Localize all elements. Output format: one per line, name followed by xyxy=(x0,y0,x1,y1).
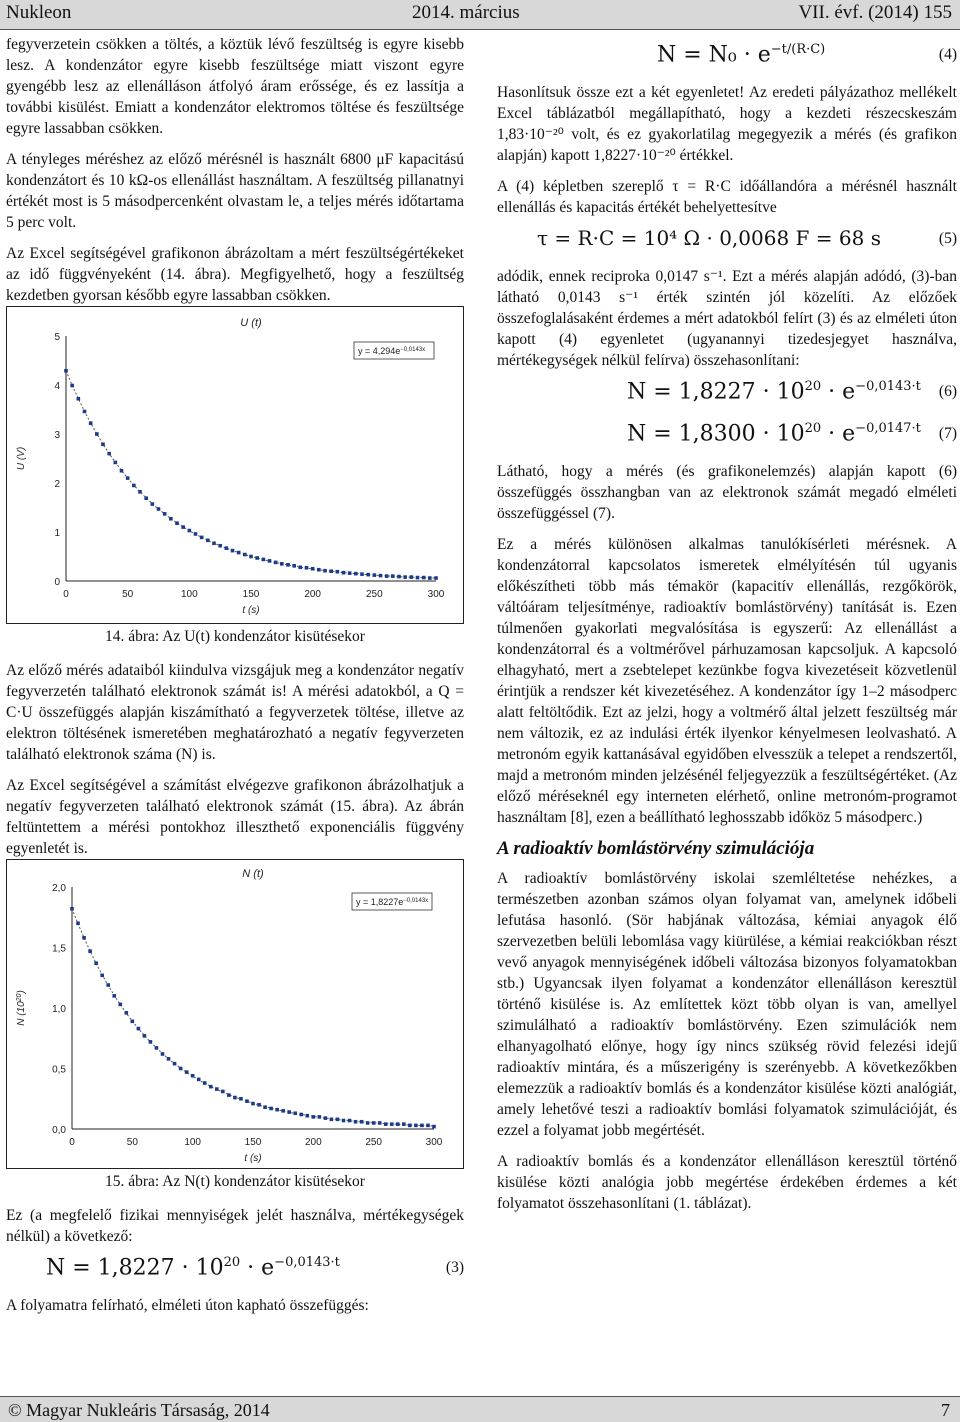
data-point xyxy=(206,539,210,543)
paragraph: A (4) képletben szereplő τ = R·C időállandóra a mérésnél használt ellenállás és kapacitás értékét behelyettesítve xyxy=(497,178,957,216)
data-point xyxy=(360,572,364,576)
data-point xyxy=(125,1011,129,1015)
trendline-equation: $y = 4,294e^{-0,0143x}$ xyxy=(358,346,426,356)
data-point xyxy=(299,565,303,569)
equation-number: (7) xyxy=(938,425,957,442)
equation-number: (6) xyxy=(938,383,957,400)
data-point xyxy=(243,553,247,557)
data-point xyxy=(342,1119,346,1123)
data-point xyxy=(318,1115,322,1119)
paragraph: A folyamatra felírható, elméleti úton kapható összefüggés: xyxy=(6,1297,369,1314)
data-point xyxy=(191,1074,195,1078)
data-point xyxy=(251,1102,255,1106)
y-tick-label: 2 xyxy=(54,479,60,490)
data-point xyxy=(88,949,92,953)
y-tick-label: 4 xyxy=(54,381,60,392)
data-point xyxy=(329,569,333,573)
data-point xyxy=(408,1124,412,1128)
y-tick-label: 0,5 xyxy=(52,1064,66,1076)
left-column xyxy=(6,34,464,1316)
data-point xyxy=(281,1109,285,1113)
paragraph: A tényleges méréshez az előző mérésnél is használt 6800 μF kapacitású kondenzátort és 10 kΩ-os ellenállást használtam. A feszültség pillanatnyi értékét most is 5 másodpercenként olvastam le, a teljes mérés időtartama 5 perc volt. xyxy=(6,151,464,231)
data-point xyxy=(181,525,185,529)
data-point xyxy=(161,1052,165,1056)
data-point xyxy=(239,1097,243,1101)
data-point xyxy=(366,1121,370,1125)
x-tick-label: 200 xyxy=(304,589,322,600)
equation-body: τ = R·C = 10⁴ Ω · 0,0068 F = 68 s xyxy=(537,226,881,250)
data-point xyxy=(83,410,87,414)
x-tick-label: 250 xyxy=(365,1137,383,1148)
data-point xyxy=(269,1107,273,1111)
data-point xyxy=(203,1081,207,1085)
x-tick-label: 50 xyxy=(126,1137,138,1148)
data-point xyxy=(348,1119,352,1123)
copyright: © Magyar Nukleáris Társaság, 2014 xyxy=(8,1400,270,1420)
page-number: 7 xyxy=(941,1400,950,1420)
data-point xyxy=(82,936,86,940)
data-point xyxy=(366,573,370,577)
data-point xyxy=(151,502,155,506)
paragraph: fegyverzetein csökken a töltés, a köztük lévő feszültség is egyre kisebb lesz. A kondenzátor egyre kisebb feszültsége miatt viszont egyre gyengébb lesz az ellenálláson átfolyó áram erőssége, és ez lassítja a további kisülést. Emiatt a kondenzátor elektromos töltése és feszültsége egyre lassabban csökken. xyxy=(6,36,464,137)
data-point xyxy=(379,574,383,578)
data-point xyxy=(212,541,216,545)
data-point xyxy=(317,568,321,572)
data-point xyxy=(324,1116,328,1120)
data-point xyxy=(396,1122,400,1126)
equation-body: $N = N_0 \cdot e^{-t/(R\cdot C)}$ xyxy=(657,42,826,68)
data-point xyxy=(112,994,116,998)
data-point xyxy=(311,567,315,571)
x-tick-label: 100 xyxy=(184,1137,202,1148)
x-tick-label: 250 xyxy=(365,589,383,600)
y-tick-label: 0 xyxy=(54,577,60,588)
x-tick-label: 100 xyxy=(180,589,198,600)
data-point xyxy=(354,572,358,576)
data-point xyxy=(175,521,179,525)
equation-number: (5) xyxy=(938,230,957,247)
figure-caption: 14. ábra: Az U(t) kondenzátor kisütésekor xyxy=(105,628,365,645)
paragraph: A radioaktív bomlás és a kondenzátor ellenálláson keresztül történő kisülése közti analógia jobb megértése érdekében érdemes a két folyamatot összehasonlítani (1. táblázat). xyxy=(497,1153,957,1212)
data-point xyxy=(268,559,272,563)
data-point xyxy=(434,576,438,580)
data-point xyxy=(169,517,173,521)
data-point xyxy=(305,566,309,570)
data-point xyxy=(403,575,407,579)
equation-4 xyxy=(497,40,957,74)
equation-number: (3) xyxy=(445,1259,464,1276)
paragraph: Az Excel segítségével a számítást elvégezve grafikonon ábrázolhatjuk a negatív fegyverzeten található elektronok számát (15. ábra). Az ábrán feltüntettem a mérési pontokhoz illeszthető exponenciális függvény egyenletét is. xyxy=(6,777,464,857)
data-point xyxy=(286,563,290,567)
equation-7 xyxy=(497,419,957,453)
data-point xyxy=(197,1078,201,1082)
data-point xyxy=(76,922,80,926)
chart-title: N (t) xyxy=(242,868,264,880)
data-point xyxy=(101,442,105,446)
data-point xyxy=(209,1085,213,1089)
page-header xyxy=(0,0,960,30)
data-point xyxy=(245,1099,249,1103)
y-axis-label: U (V) xyxy=(16,446,27,471)
journal-name: Nukleon xyxy=(6,2,72,23)
data-point xyxy=(378,1121,382,1125)
data-point xyxy=(402,1122,406,1126)
data-point xyxy=(397,575,401,579)
data-point xyxy=(280,562,284,566)
equation-body: $N = 1,8300 \cdot 10^{20} \cdot e^{-0,0147\cdot t}$ xyxy=(627,421,921,447)
data-point xyxy=(231,549,235,553)
data-point xyxy=(233,1096,237,1100)
data-point xyxy=(95,432,99,436)
data-point xyxy=(391,574,395,578)
voltage-chart xyxy=(6,306,464,624)
data-point xyxy=(114,461,118,465)
right-column xyxy=(497,34,957,1214)
data-point xyxy=(194,532,198,536)
data-point xyxy=(138,490,142,494)
equation-5 xyxy=(497,224,957,258)
data-point xyxy=(372,1121,376,1125)
data-point xyxy=(422,576,426,580)
data-point xyxy=(342,571,346,575)
figure-caption: 15. ábra: Az N(t) kondenzátor kisütésekor xyxy=(105,1173,365,1190)
y-axis-label: N $(10^{20})$ xyxy=(15,990,27,1026)
data-point xyxy=(215,1087,219,1091)
data-point xyxy=(107,452,111,456)
data-point xyxy=(299,1113,303,1117)
data-point xyxy=(77,397,81,401)
paragraph: adódik, ennek reciproka 0,0147 s⁻¹. Ezt a mérés alapján adódó, (3)-ban látható 0,0143 s⁻¹ érték szintén jól közelíti. Az előzőek összefoglalásaként érdemes a mért adatokból felírt (3) és az elméleti úton kapott (4) egyenletet (ugyanannyi tizedesjegyet használva, mértékegységek nélkül felírva) összehasonlítani: xyxy=(497,268,957,369)
y-tick-label: 1,0 xyxy=(52,1004,66,1015)
data-point xyxy=(262,558,266,562)
data-point xyxy=(149,1040,153,1044)
data-point xyxy=(287,1110,291,1114)
data-point xyxy=(428,576,432,580)
paragraph: Hasonlítsuk össze ezt a két egyenletet! Az eredeti pályázathoz mellékelt Excel táblázatból megállapítható, hogy a kezdeti részecskeszám 1,83·10⁻²⁰ volt, és ez gyakorlatilag megegyezik a mérés (és grafikon alapján) kapott 1,8227·10⁻²⁰ értékkel. xyxy=(497,84,957,164)
y-tick-label: 5 xyxy=(54,332,60,343)
section-heading: A radioaktív bomlástörvény szimulációja xyxy=(497,838,815,859)
data-point xyxy=(420,1124,424,1128)
data-point xyxy=(255,556,259,560)
x-axis-label: t (s) xyxy=(244,1153,262,1164)
data-point xyxy=(155,1046,159,1050)
y-tick-label: 1 xyxy=(54,528,60,539)
equation-body: $N = 1,8227 \cdot 10^{20} \cdot e^{-0,0143\cdot t}$ xyxy=(627,379,921,405)
data-point xyxy=(89,421,93,425)
data-point xyxy=(426,1124,430,1128)
data-point xyxy=(292,564,296,568)
volume-info: VII. évf. (2014) 155 xyxy=(798,2,952,23)
trendline-equation: $y = 1,8227e^{-0,0143x}$ xyxy=(356,897,429,907)
x-tick-label: 300 xyxy=(425,1137,443,1148)
data-point xyxy=(100,974,104,978)
data-point xyxy=(293,1111,297,1115)
data-point xyxy=(373,573,377,577)
data-point xyxy=(390,1122,394,1126)
data-point xyxy=(94,961,98,965)
paragraph: A radioaktív bomlástörvény iskolai szemléltetése nehézkes, a természetben azonban számos olyan folyamat van, amelynek időbeli lefutása hasonló. (Sör habjának változása, kémiai anyagok élő szervezetben belüli lebomlása vagy kiürülése, a kémiai reakciókban részt vevő anyagok mennyiségének időbeli változása bizonyos folyamatokban stb.) Ugyancsak ilyen folyamat a kondenzátor ellenálláson keresztül történő kisülése is. Az említettek közt több olyan is van, amellyel szimulálható a radioaktív bomlástörvény. Ezen szimulációk nem elhanyagolható előnye, hogy így nincs szükség rövid felezési idejű radioaktív mintára, és a műszerigény is szerényebb. A következőkben elemezzük a radioaktív bomlás és a kondenzátor kisülése közti analógiát, amely lehetővé teszi a radioaktív bomlási folyamatok szimulációját, és ezzel a folyamat jobb megértését. xyxy=(497,870,957,1139)
y-tick-label: 2,0 xyxy=(52,883,66,894)
data-point xyxy=(64,369,68,373)
data-point xyxy=(263,1105,267,1109)
x-tick-label: 0 xyxy=(63,589,69,600)
data-point xyxy=(218,544,222,548)
data-point xyxy=(225,546,229,550)
y-tick-label: 1,5 xyxy=(52,943,66,955)
data-point xyxy=(416,576,420,580)
data-point xyxy=(143,1034,147,1038)
data-point xyxy=(323,569,327,573)
data-point xyxy=(249,555,253,559)
equation-number: (4) xyxy=(938,46,957,63)
data-point xyxy=(306,1114,310,1118)
y-tick-label: 0,0 xyxy=(52,1125,66,1136)
chart-title: U (t) xyxy=(240,317,262,329)
data-point xyxy=(336,570,340,574)
x-tick-label: 300 xyxy=(427,589,445,600)
data-point xyxy=(257,1103,261,1107)
data-point xyxy=(106,983,110,987)
data-point xyxy=(410,575,414,579)
x-axis-label: t (s) xyxy=(242,605,260,616)
data-point xyxy=(221,1090,225,1094)
electron-count-chart xyxy=(6,859,464,1169)
data-point xyxy=(132,484,136,488)
data-point xyxy=(275,1108,279,1112)
data-point xyxy=(385,574,389,578)
data-point xyxy=(131,1020,135,1024)
page-footer xyxy=(0,1396,960,1422)
data-point xyxy=(126,476,130,480)
x-tick-label: 0 xyxy=(69,1137,75,1148)
data-point xyxy=(414,1124,418,1128)
data-point xyxy=(354,1120,358,1124)
data-point xyxy=(70,907,74,911)
data-point xyxy=(179,1067,183,1071)
y-tick-label: 3 xyxy=(54,430,60,441)
data-point xyxy=(70,384,74,388)
x-tick-label: 150 xyxy=(244,1137,262,1148)
data-point xyxy=(137,1027,141,1031)
paragraph: Az előző mérés adataiból kiindulva vizsgájuk meg a kondenzátor negatív fegyverzetén található elektronok számát is! A mérési adatokból, a Q = C·U összefüggés alapján kiszámítható a fegyverzetek töltése, illetve az elektron töltésének ismeretében meghatározható a negatív fegyverzeten található elektronok száma (N) is. xyxy=(6,662,464,763)
data-point xyxy=(312,1115,316,1119)
paragraph: Ez (a megfelelő fizikai mennyiségek jelét használva, mértékegységek nélkül) a következő: xyxy=(6,1207,464,1245)
data-point xyxy=(227,1093,231,1097)
issue-date: 2014. március xyxy=(412,2,520,23)
paragraph: Ez a mérés különösen alkalmas tanulókísérleti mérésnek. A kondenzátorral kapcsolatos ismeretek elmélyítésén túl ugyanis előkészítheti több más témakör (kapacitív ellenállás, rezgőkörök, váltóáram teljesítménye, radioaktív bomlástörvény) tanítását is. Ezen túlmenően gyakorlati megvalósítása is egyszerű: Az ellenállást a kondenzátorral és a voltmérővel párhuzamosan kapcsoljuk. A kapcsoló elhagyható, mert a zsebtelepet kezünkbe fogva kivezetéseit közvetlenül érintjük a rendszer két kivezetéséhez. A kondenzátor így 1–2 másodperc alatt feltöltődik. Ezt az jelzi, hogy a voltmérő által jelzett feszültség már nem változik, ez az indulási érték ilyenkor kényelmesen leolvasható. A metronóm egyik kattanásával egyidőben elvesszük a telepet a rendszertől, majd a metronóm minden jelzésénél feljegyezzük a feszültségértéket. (Az előző méréseknél egy interneten elérhető, online metronóm-programot használtam [8], ezen a beállítható leghosszabb időköz 5 másodperc.) xyxy=(497,536,957,826)
paragraph: Látható, hogy a mérés (és grafikonelemzés) alapján kapott (6) összefüggés összhangban van az elektronok számát megadó elméleti összefüggéssel (7). xyxy=(497,463,957,522)
data-point xyxy=(144,496,148,500)
equation-body: $N = 1,8227 \cdot 10^{20} \cdot e^{-0,0143\cdot t}$ xyxy=(46,1255,340,1281)
data-point xyxy=(274,561,278,565)
data-point xyxy=(432,1125,436,1129)
data-point xyxy=(200,536,204,540)
equation-6 xyxy=(497,377,957,411)
data-point xyxy=(185,1070,189,1074)
data-point xyxy=(188,529,192,533)
data-point xyxy=(120,469,124,473)
data-point xyxy=(237,551,241,555)
x-tick-label: 150 xyxy=(242,589,260,600)
data-point xyxy=(336,1118,340,1122)
x-tick-label: 50 xyxy=(122,589,134,600)
data-point xyxy=(173,1062,177,1066)
x-tick-label: 200 xyxy=(304,1137,322,1148)
data-point xyxy=(167,1057,171,1061)
data-point xyxy=(163,512,167,516)
equation-3 xyxy=(6,1253,464,1287)
data-point xyxy=(118,1003,122,1007)
data-point xyxy=(360,1120,364,1124)
data-point xyxy=(330,1118,334,1122)
paragraph: Az Excel segítségével grafikonon ábrázoltam a mért feszültségértékeket az idő függvényeként (14. ábra). Megfigyelhető, hogy a feszültség kezdetben gyorsan később egyre lassabban csökken. xyxy=(6,245,464,304)
data-point xyxy=(348,571,352,575)
data-point xyxy=(157,507,161,511)
data-point xyxy=(384,1122,388,1126)
